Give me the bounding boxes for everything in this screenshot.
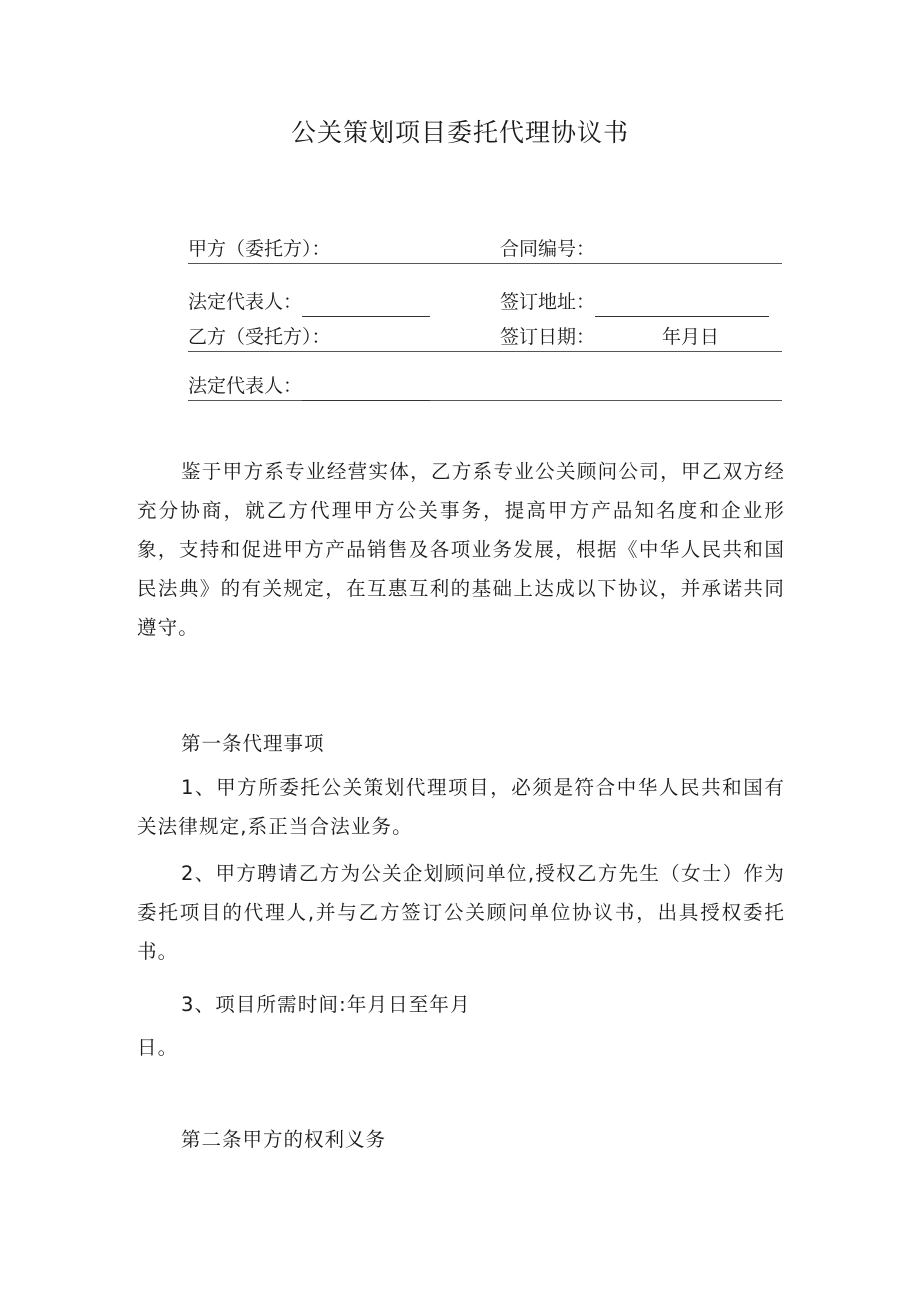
contract-no-label: 合同编号： [500,238,596,260]
legal-rep-a-field[interactable] [188,287,430,317]
sign-place-label: 签订地址： [500,291,596,313]
article-1-clause-2: 2、甲方聘请乙方为公关企划顾问单位,授权乙方先生（女士）作为委托项目的代理人,并与乙方签订公关顾问单位协议书，出具授权委托书。 [137,862,785,963]
party-b-label: 乙方（受托方）： [188,326,331,348]
party-a-field[interactable] [188,234,331,264]
legal-rep-b-field[interactable] [188,371,430,401]
document-title: 公关策划项目委托代理协议书 [290,118,629,147]
party-b-row [188,322,782,352]
preamble-paragraph: 鉴于甲方系专业经营实体，乙方系专业公关顾问公司，甲乙双方经充分协商，就乙方代理甲方公关事务，提高甲方产品知名度和企业形象，支持和促进甲方产品销售及各项业务发展，根据《中华人民共和国民法典》的有关规定，在互惠互利的基础上达成以下协议，并承诺共同遵守。 [137,460,785,639]
article-1-clause-3: 3、项目所需时间:年月日至年月 [181,993,471,1016]
article-1-clause-1: 1、甲方所委托公关策划代理项目，必须是符合中华人民共和国有关法律规定,系正当合法业务。 [137,776,785,838]
article-1-heading: 第一条代理事项 [181,732,325,755]
article-1-clause-3-cont: 日。 [137,1036,179,1059]
sign-date-label: 签订日期： [500,326,596,348]
legal-rep-a-label: 法定代表人： [188,291,303,313]
legal-rep-a-row [188,287,782,317]
sign-place-blank[interactable] [595,294,769,317]
article-2-heading: 第二条甲方的权利义务 [181,1128,387,1151]
legal-rep-b-label: 法定代表人： [188,375,303,397]
legal-rep-b-blank[interactable] [302,378,430,401]
contract-no-field[interactable] [500,234,595,264]
party-b-field[interactable] [188,322,331,352]
sign-date-field[interactable] [500,322,595,352]
sign-date-text: 年月日 [662,326,720,348]
legal-rep-b-row [188,371,782,401]
party-a-label: 甲方（委托方）： [188,238,331,260]
legal-rep-a-blank[interactable] [302,294,430,317]
sign-place-field[interactable] [500,287,769,317]
sign-date-value [662,322,719,352]
party-a-row [188,234,782,264]
